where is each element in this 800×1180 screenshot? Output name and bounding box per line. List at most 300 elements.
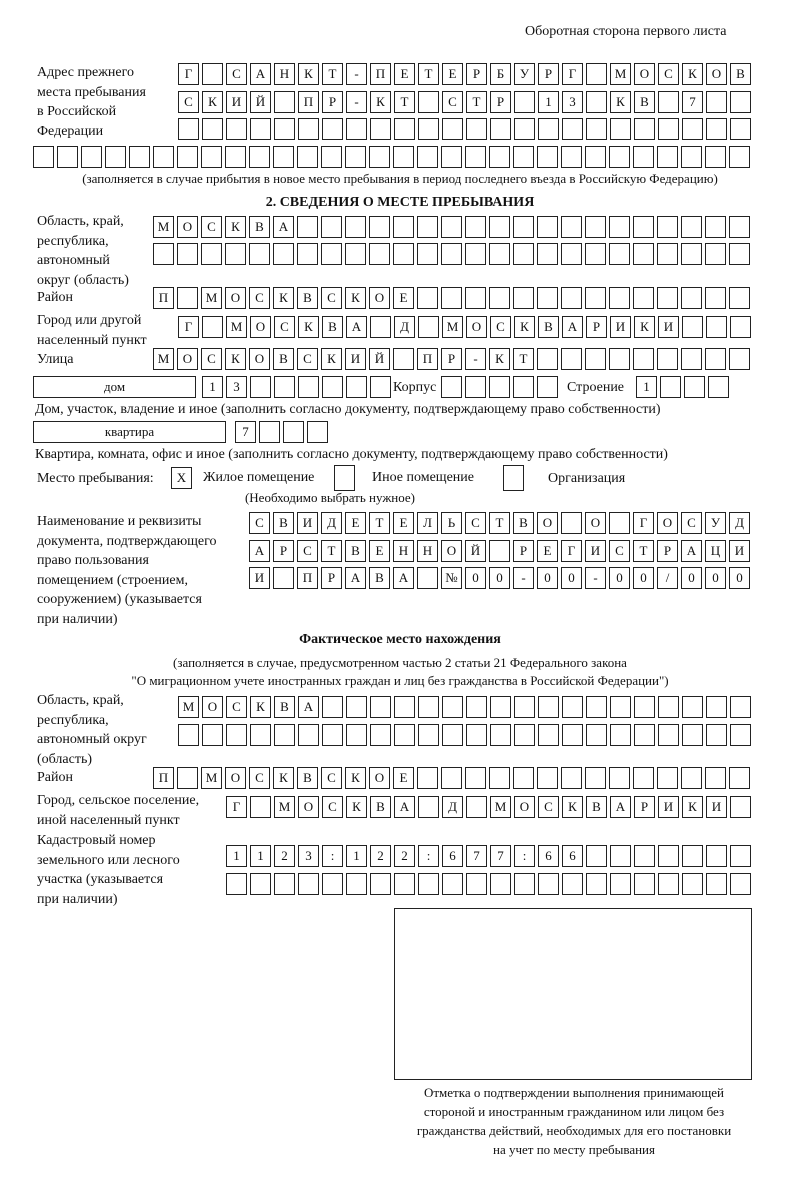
char-cell[interactable] [441,146,462,168]
char-cell[interactable]: 0 [633,567,654,589]
actual-region-row-1[interactable] [178,696,751,718]
char-cell[interactable]: К [202,91,223,113]
char-cell[interactable]: И [706,796,727,818]
char-cell[interactable] [561,767,582,789]
char-cell[interactable] [705,243,726,265]
char-cell[interactable] [274,91,295,113]
char-cell[interactable] [634,118,655,140]
char-cell[interactable]: С [249,287,270,309]
char-cell[interactable] [489,146,510,168]
char-cell[interactable]: Е [345,512,366,534]
char-cell[interactable]: И [585,540,606,562]
char-cell[interactable] [489,243,510,265]
char-cell[interactable] [417,146,438,168]
char-cell[interactable]: Ц [705,540,726,562]
char-cell[interactable] [441,376,462,398]
char-cell[interactable] [609,216,630,238]
char-cell[interactable]: 3 [298,845,319,867]
char-cell[interactable] [682,316,703,338]
char-cell[interactable]: К [489,348,510,370]
char-cell[interactable] [274,724,295,746]
char-cell[interactable] [729,348,750,370]
char-cell[interactable]: У [514,63,535,85]
char-cell[interactable]: Г [226,796,247,818]
char-cell[interactable]: М [201,287,222,309]
char-cell[interactable] [730,724,751,746]
char-cell[interactable] [706,91,727,113]
char-cell[interactable]: М [274,796,295,818]
char-cell[interactable] [657,243,678,265]
char-cell[interactable] [634,845,655,867]
char-cell[interactable] [586,873,607,895]
char-cell[interactable]: М [153,216,174,238]
actual-district-row[interactable] [153,767,750,789]
char-cell[interactable]: : [322,845,343,867]
char-cell[interactable]: В [297,287,318,309]
document-row-3[interactable] [249,567,750,589]
char-cell[interactable] [346,696,367,718]
char-cell[interactable] [682,873,703,895]
char-cell[interactable] [561,512,582,534]
char-cell[interactable] [153,243,174,265]
char-cell[interactable]: О [177,216,198,238]
char-cell[interactable]: В [273,348,294,370]
char-cell[interactable] [537,287,558,309]
char-cell[interactable]: О [369,287,390,309]
char-cell[interactable]: П [153,767,174,789]
char-cell[interactable] [249,146,270,168]
char-cell[interactable] [418,724,439,746]
char-cell[interactable] [298,118,319,140]
char-cell[interactable] [513,243,534,265]
char-cell[interactable] [465,243,486,265]
char-cell[interactable] [658,696,679,718]
char-cell[interactable]: 2 [274,845,295,867]
char-cell[interactable] [393,243,414,265]
char-cell[interactable] [729,243,750,265]
char-cell[interactable] [585,287,606,309]
char-cell[interactable] [586,696,607,718]
char-cell[interactable] [586,91,607,113]
char-cell[interactable] [369,216,390,238]
char-cell[interactable] [610,696,631,718]
char-cell[interactable]: К [345,767,366,789]
char-cell[interactable] [682,118,703,140]
char-cell[interactable]: 6 [538,845,559,867]
char-cell[interactable]: Р [586,316,607,338]
char-cell[interactable] [369,146,390,168]
char-cell[interactable] [490,696,511,718]
char-cell[interactable]: С [274,316,295,338]
char-cell[interactable] [298,376,319,398]
char-cell[interactable] [730,91,751,113]
korpus-row[interactable] [441,376,558,398]
char-cell[interactable] [418,316,439,338]
char-cell[interactable]: Л [417,512,438,534]
char-cell[interactable] [417,567,438,589]
char-cell[interactable] [633,243,654,265]
char-cell[interactable]: И [658,316,679,338]
char-cell[interactable] [225,243,246,265]
char-cell[interactable] [441,243,462,265]
char-cell[interactable]: М [490,796,511,818]
char-cell[interactable] [297,146,318,168]
char-cell[interactable] [442,696,463,718]
char-cell[interactable]: О [706,63,727,85]
char-cell[interactable] [490,724,511,746]
char-cell[interactable]: 1 [636,376,657,398]
char-cell[interactable] [250,118,271,140]
char-cell[interactable]: Т [513,348,534,370]
char-cell[interactable]: Р [321,567,342,589]
char-cell[interactable]: 0 [681,567,702,589]
char-cell[interactable] [684,376,705,398]
char-cell[interactable] [465,216,486,238]
char-cell[interactable] [250,376,271,398]
char-cell[interactable]: Е [442,63,463,85]
char-cell[interactable] [273,243,294,265]
char-cell[interactable] [730,316,751,338]
char-cell[interactable] [706,696,727,718]
char-cell[interactable] [513,216,534,238]
char-cell[interactable]: Т [321,540,342,562]
char-cell[interactable] [730,873,751,895]
char-cell[interactable] [57,146,78,168]
char-cell[interactable] [346,873,367,895]
char-cell[interactable] [322,376,343,398]
char-cell[interactable] [466,724,487,746]
char-cell[interactable] [370,316,391,338]
char-cell[interactable]: Д [729,512,750,534]
actual-region-row-2[interactable] [178,724,751,746]
char-cell[interactable]: О [466,316,487,338]
char-cell[interactable]: Б [490,63,511,85]
char-cell[interactable]: И [610,316,631,338]
char-cell[interactable] [729,216,750,238]
char-cell[interactable] [657,146,678,168]
char-cell[interactable] [682,724,703,746]
char-cell[interactable] [609,287,630,309]
char-cell[interactable]: С [201,216,222,238]
document-row-1[interactable] [249,512,750,534]
char-cell[interactable]: 0 [609,567,630,589]
char-cell[interactable]: О [657,512,678,534]
char-cell[interactable] [561,243,582,265]
char-cell[interactable]: С [465,512,486,534]
char-cell[interactable]: С [538,796,559,818]
char-cell[interactable] [250,796,271,818]
char-cell[interactable]: С [249,512,270,534]
char-cell[interactable] [153,146,174,168]
char-cell[interactable] [538,724,559,746]
char-cell[interactable] [297,216,318,238]
char-cell[interactable]: 0 [705,567,726,589]
char-cell[interactable]: Р [634,796,655,818]
char-cell[interactable] [658,845,679,867]
char-cell[interactable] [706,873,727,895]
char-cell[interactable]: Г [562,63,583,85]
char-cell[interactable] [708,376,729,398]
char-cell[interactable] [586,845,607,867]
char-cell[interactable]: Г [178,316,199,338]
char-cell[interactable] [634,873,655,895]
char-cell[interactable]: О [441,540,462,562]
char-cell[interactable] [417,767,438,789]
char-cell[interactable]: 3 [226,376,247,398]
char-cell[interactable]: К [273,287,294,309]
char-cell[interactable]: Й [465,540,486,562]
char-cell[interactable]: 7 [682,91,703,113]
char-cell[interactable] [609,348,630,370]
char-cell[interactable] [586,724,607,746]
char-cell[interactable] [634,696,655,718]
char-cell[interactable]: К [682,796,703,818]
char-cell[interactable] [249,243,270,265]
char-cell[interactable]: К [370,91,391,113]
char-cell[interactable] [586,63,607,85]
char-cell[interactable] [322,724,343,746]
char-cell[interactable]: В [345,540,366,562]
char-cell[interactable] [307,421,328,443]
char-cell[interactable] [442,873,463,895]
char-cell[interactable]: - [465,348,486,370]
char-cell[interactable]: Д [442,796,463,818]
char-cell[interactable] [514,91,535,113]
char-cell[interactable]: В [297,767,318,789]
char-cell[interactable] [417,216,438,238]
cadastral-row-1[interactable] [226,845,751,867]
char-cell[interactable]: В [273,512,294,534]
char-cell[interactable] [345,216,366,238]
char-cell[interactable]: Р [273,540,294,562]
char-cell[interactable]: С [321,767,342,789]
flat-type-field[interactable]: квартира [33,421,226,443]
char-cell[interactable] [537,767,558,789]
char-cell[interactable]: В [513,512,534,534]
char-cell[interactable] [585,216,606,238]
char-cell[interactable] [514,873,535,895]
char-cell[interactable]: 3 [562,91,583,113]
char-cell[interactable]: - [346,63,367,85]
char-cell[interactable] [489,287,510,309]
char-cell[interactable]: 7 [490,845,511,867]
char-cell[interactable]: М [226,316,247,338]
char-cell[interactable]: П [370,63,391,85]
stay-organization-checkbox[interactable] [503,465,524,491]
char-cell[interactable] [393,146,414,168]
char-cell[interactable] [105,146,126,168]
char-cell[interactable]: К [273,767,294,789]
char-cell[interactable]: 7 [466,845,487,867]
char-cell[interactable] [538,696,559,718]
char-cell[interactable]: О [177,348,198,370]
char-cell[interactable]: С [178,91,199,113]
char-cell[interactable] [706,845,727,867]
char-cell[interactable] [657,348,678,370]
char-cell[interactable] [585,146,606,168]
district-row[interactable] [153,287,750,309]
char-cell[interactable] [681,243,702,265]
char-cell[interactable]: М [442,316,463,338]
char-cell[interactable]: - [346,91,367,113]
char-cell[interactable]: Р [657,540,678,562]
char-cell[interactable] [321,216,342,238]
char-cell[interactable]: Т [633,540,654,562]
char-cell[interactable] [610,118,631,140]
char-cell[interactable] [658,118,679,140]
char-cell[interactable] [562,696,583,718]
char-cell[interactable] [706,118,727,140]
char-cell[interactable]: Р [322,91,343,113]
char-cell[interactable] [177,287,198,309]
char-cell[interactable] [178,118,199,140]
char-cell[interactable] [259,421,280,443]
char-cell[interactable] [202,316,223,338]
char-cell[interactable]: А [273,216,294,238]
char-cell[interactable]: Й [369,348,390,370]
char-cell[interactable] [537,146,558,168]
char-cell[interactable] [633,348,654,370]
char-cell[interactable]: И [249,567,270,589]
stay-residential-checkbox[interactable]: X [171,467,192,489]
char-cell[interactable]: Е [394,63,415,85]
char-cell[interactable]: 0 [537,567,558,589]
char-cell[interactable]: О [249,348,270,370]
char-cell[interactable]: У [705,512,726,534]
house-number-row[interactable] [202,376,391,398]
char-cell[interactable]: И [345,348,366,370]
char-cell[interactable]: С [658,63,679,85]
char-cell[interactable]: С [226,696,247,718]
char-cell[interactable] [370,873,391,895]
char-cell[interactable]: В [634,91,655,113]
char-cell[interactable] [202,118,223,140]
char-cell[interactable] [513,287,534,309]
char-cell[interactable] [297,243,318,265]
char-cell[interactable] [250,873,271,895]
char-cell[interactable] [394,724,415,746]
char-cell[interactable]: И [226,91,247,113]
char-cell[interactable]: В [586,796,607,818]
char-cell[interactable] [705,146,726,168]
char-cell[interactable]: О [298,796,319,818]
char-cell[interactable]: 1 [538,91,559,113]
char-cell[interactable] [417,287,438,309]
char-cell[interactable] [321,146,342,168]
char-cell[interactable] [562,724,583,746]
char-cell[interactable] [346,376,367,398]
char-cell[interactable]: К [298,316,319,338]
char-cell[interactable] [705,767,726,789]
char-cell[interactable]: 0 [489,567,510,589]
char-cell[interactable]: Н [417,540,438,562]
char-cell[interactable] [465,146,486,168]
char-cell[interactable] [466,696,487,718]
char-cell[interactable] [729,767,750,789]
char-cell[interactable]: 0 [561,567,582,589]
char-cell[interactable] [418,91,439,113]
char-cell[interactable] [466,873,487,895]
char-cell[interactable] [274,376,295,398]
region-row-1[interactable] [153,216,750,238]
char-cell[interactable]: А [393,567,414,589]
char-cell[interactable] [393,348,414,370]
char-cell[interactable]: В [249,216,270,238]
char-cell[interactable] [274,873,295,895]
char-cell[interactable]: П [417,348,438,370]
char-cell[interactable]: Р [513,540,534,562]
char-cell[interactable]: М [178,696,199,718]
char-cell[interactable]: Н [274,63,295,85]
char-cell[interactable] [225,146,246,168]
char-cell[interactable]: Т [466,91,487,113]
char-cell[interactable] [537,243,558,265]
char-cell[interactable] [322,118,343,140]
char-cell[interactable] [610,724,631,746]
char-cell[interactable] [730,845,751,867]
char-cell[interactable]: А [681,540,702,562]
char-cell[interactable] [370,696,391,718]
char-cell[interactable]: О [585,512,606,534]
street-row[interactable] [153,348,750,370]
char-cell[interactable]: К [610,91,631,113]
char-cell[interactable] [178,724,199,746]
char-cell[interactable] [489,216,510,238]
char-cell[interactable] [466,796,487,818]
char-cell[interactable] [705,287,726,309]
char-cell[interactable] [705,216,726,238]
char-cell[interactable] [441,767,462,789]
city-row[interactable] [178,316,751,338]
char-cell[interactable]: А [249,540,270,562]
char-cell[interactable]: К [250,696,271,718]
char-cell[interactable] [537,348,558,370]
char-cell[interactable]: С [322,796,343,818]
char-cell[interactable]: Т [418,63,439,85]
char-cell[interactable] [81,146,102,168]
char-cell[interactable] [562,873,583,895]
char-cell[interactable]: В [322,316,343,338]
char-cell[interactable] [681,146,702,168]
stay-other-checkbox[interactable] [334,465,355,491]
house-type-field[interactable]: дом [33,376,196,398]
char-cell[interactable] [513,767,534,789]
char-cell[interactable]: 6 [442,845,463,867]
char-cell[interactable] [585,243,606,265]
char-cell[interactable]: К [321,348,342,370]
char-cell[interactable]: Й [250,91,271,113]
char-cell[interactable] [273,146,294,168]
prev-address-row-1[interactable] [178,63,751,85]
char-cell[interactable] [370,118,391,140]
char-cell[interactable]: П [297,567,318,589]
char-cell[interactable]: Д [321,512,342,534]
char-cell[interactable]: 1 [250,845,271,867]
char-cell[interactable]: К [682,63,703,85]
char-cell[interactable]: / [657,567,678,589]
char-cell[interactable]: А [298,696,319,718]
char-cell[interactable] [633,767,654,789]
char-cell[interactable]: И [658,796,679,818]
char-cell[interactable]: А [610,796,631,818]
char-cell[interactable]: О [225,767,246,789]
char-cell[interactable] [538,873,559,895]
char-cell[interactable]: Р [466,63,487,85]
char-cell[interactable] [489,767,510,789]
char-cell[interactable]: С [201,348,222,370]
char-cell[interactable] [682,696,703,718]
char-cell[interactable]: П [298,91,319,113]
